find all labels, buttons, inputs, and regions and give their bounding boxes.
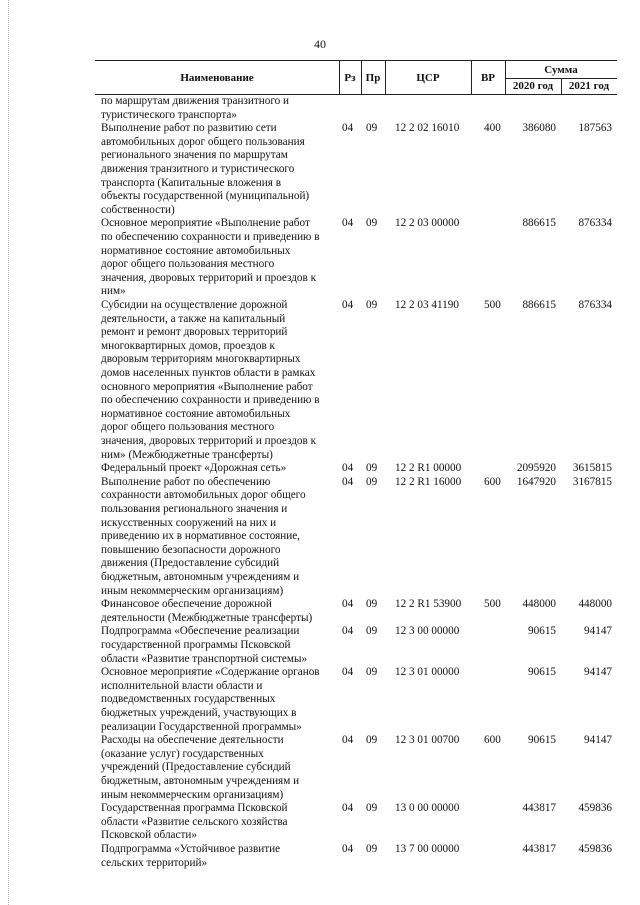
row-name-line: нормативное состояние автомобильных [101, 407, 291, 420]
row-sum-2020: 2095920 [516, 462, 556, 475]
row-sum-2021: 459836 [578, 802, 612, 815]
row-name [101, 95, 333, 122]
row-name-line: движения (Предоставление субсидий [101, 557, 280, 570]
row-name-line: значения, дворовых территорий и проездов к [101, 271, 317, 284]
row-name-line: иным некоммерческим организациям) [101, 584, 284, 597]
row-csr: 13 0 00 00000 [395, 802, 460, 815]
row-pr: 09 [366, 598, 378, 611]
row-name-line: иным некоммерческим организациям) [101, 788, 284, 801]
row-sum-2020: 448000 [522, 598, 556, 611]
row-name-line: сельских территорий» [101, 856, 208, 869]
table-row [0, 666, 640, 734]
row-sum-2021: 94147 [584, 625, 612, 638]
row-name-line: приведению их в нормативное состояние, [101, 530, 300, 543]
row-name-line: Федеральный проект «Дорожная сеть» [101, 462, 287, 475]
row-csr: 12 2 R1 53900 [395, 598, 462, 611]
row-name-line: автомобильных дорог общего пользования [101, 135, 305, 148]
table-header [95, 60, 617, 95]
row-csr: 12 2 03 00000 [395, 217, 460, 230]
row-name-line: пользования регионального значения и [101, 502, 288, 515]
row-name [101, 598, 333, 625]
row-name-line: значения, дворовых территорий и проездов к [101, 434, 317, 447]
row-name-line: (оказание услуг) государственных [101, 747, 264, 760]
table-row [0, 217, 640, 299]
row-sum-2021: 3615815 [572, 462, 612, 475]
row-name [101, 476, 333, 598]
row-name [101, 299, 333, 462]
row-sum-2020: 90615 [528, 666, 556, 679]
row-rz: 04 [342, 217, 354, 230]
row-name-line: реализации Государственной программы» [101, 720, 302, 733]
row-name [101, 843, 333, 870]
row-name-line: учреждений (Предоставление субсидий [101, 761, 291, 774]
row-vr: 600 [484, 734, 501, 747]
row-name [101, 666, 333, 734]
table-row [0, 598, 640, 625]
row-name-line: бюджетных учреждений, участвующих в [101, 706, 297, 719]
row-csr: 12 3 01 00000 [395, 666, 460, 679]
row-name-line: ремонт и ремонт дворовых территорий [101, 326, 288, 339]
row-name-line: основного мероприятия «Выполнение работ [101, 380, 313, 393]
row-pr: 09 [366, 843, 378, 855]
row-rz: 04 [342, 122, 354, 135]
row-sum-2020: 1647920 [516, 475, 556, 488]
row-name-line: многоквартирных домов, проездов к [101, 339, 275, 352]
row-name-line: Подпрограмма «Обеспечение реализации [101, 625, 300, 638]
row-name-line: области «Развитие сельского хозяйства [101, 815, 288, 828]
row-name-line: повышению безопасности дорожного [101, 543, 281, 556]
row-name-line: домов населенных пунктов области в рамках [101, 366, 316, 379]
row-name-line: государственной программы Псковской [101, 638, 291, 651]
row-pr: 09 [366, 625, 378, 638]
row-name-line: по обеспечению сохранности и приведению в [101, 394, 320, 407]
row-rz: 04 [342, 475, 354, 488]
row-name-line: Основное мероприятие «Содержание органов [101, 666, 320, 679]
row-rz: 04 [342, 666, 354, 679]
row-name-line: движения транзитного и туристического [101, 162, 295, 175]
row-name-line: области «Развитие транспортной системы» [101, 652, 308, 665]
row-sum-2021: 448000 [578, 598, 612, 611]
table-row [0, 802, 640, 843]
header-pr: Пр [365, 71, 381, 84]
table-row [0, 462, 640, 476]
header-sum: Сумма [544, 63, 578, 76]
row-pr: 09 [366, 734, 378, 747]
row-name-line: Финансовое обеспечение дорожной [101, 598, 272, 611]
row-sum-2021: 94147 [584, 734, 612, 747]
row-pr: 09 [366, 462, 378, 475]
row-name [101, 217, 333, 299]
table-row [0, 122, 640, 217]
header-vr: ВР [480, 71, 496, 84]
row-sum-2020: 90615 [528, 625, 556, 638]
row-vr: 500 [484, 299, 501, 311]
row-sum-2020: 886615 [522, 217, 556, 230]
row-name-line: деятельности, а также на капитальный [101, 312, 286, 325]
row-csr: 12 2 02 16010 [395, 122, 460, 135]
row-sum-2021: 187563 [578, 122, 612, 135]
row-name [101, 122, 333, 217]
row-rz: 04 [342, 299, 354, 311]
table-row [0, 95, 640, 122]
row-name-line: нормативное состояние автомобильных [101, 244, 291, 257]
row-sum-2021: 876334 [578, 217, 612, 230]
header-csr: ЦСР [416, 71, 440, 84]
row-pr: 09 [366, 217, 378, 230]
row-sum-2020: 386080 [522, 122, 556, 135]
row-name-line: транспорта (Капитальные вложения в [101, 176, 282, 189]
row-pr: 09 [366, 299, 378, 311]
row-name-line: сохранности автомобильных дорог общего [101, 489, 306, 502]
row-rz: 04 [342, 598, 354, 611]
header-name: Наименование [180, 71, 254, 84]
table-row [0, 625, 640, 666]
row-name-line: Основное мероприятие «Выполнение работ [101, 217, 310, 230]
row-csr: 12 3 00 00000 [395, 625, 460, 638]
row-name-line: регионального значения по маршрутам [101, 149, 288, 162]
row-sum-2020: 90615 [528, 734, 556, 747]
row-name-line: Подпрограмма «Устойчивое развитие [101, 843, 281, 855]
page-number: 40 [314, 37, 326, 51]
row-name-line: дворовым территориям многоквартирных [101, 353, 301, 366]
row-name [101, 802, 333, 843]
row-rz: 04 [342, 734, 354, 747]
table-row [0, 843, 640, 870]
row-name-line: Субсидии на осуществление дорожной [101, 299, 288, 311]
row-vr: 400 [484, 122, 501, 135]
row-name-line: Государственная программа Псковской [101, 802, 288, 815]
row-name [101, 734, 333, 802]
row-name-line: объекты государственной (муниципальной) [101, 190, 310, 203]
row-pr: 09 [366, 802, 378, 815]
row-name-line: подведомственных государственных [101, 693, 276, 706]
row-csr: 13 7 00 00000 [395, 843, 460, 855]
header-year-2021: 2021 год [568, 80, 610, 92]
row-sum-2020: 443817 [522, 843, 556, 855]
header-year-2020: 2020 год [512, 80, 554, 92]
row-csr: 12 3 01 00700 [395, 734, 460, 747]
table-row [0, 476, 640, 598]
row-name-line: туристического транспорта» [101, 108, 237, 121]
row-name-line: искусственных сооружений на них и [101, 516, 277, 529]
row-name-line: Выполнение работ по развитию сети [101, 122, 277, 135]
row-csr: 12 2 R1 00000 [395, 462, 462, 475]
row-pr: 09 [366, 122, 378, 135]
row-name-line: собственности) [101, 203, 175, 216]
row-name-line: бюджетным, автономным учреждениям и [101, 774, 300, 787]
row-name [101, 625, 333, 666]
row-sum-2020: 886615 [522, 299, 556, 311]
row-name [101, 462, 333, 476]
header-rz: Рз [344, 71, 356, 84]
row-name-line: ним» (Межбюджетные трансферты) [101, 448, 273, 461]
row-name-line: ним» [101, 285, 126, 298]
row-name-line: Псковской области» [101, 829, 197, 842]
table-row [0, 299, 640, 462]
row-rz: 04 [342, 843, 354, 855]
row-rz: 04 [342, 802, 354, 815]
row-rz: 04 [342, 462, 354, 475]
row-pr: 09 [366, 666, 378, 679]
row-name-line: бюджетным, автономным учреждениям и [101, 570, 300, 583]
row-sum-2021: 876334 [578, 299, 612, 311]
row-name-line: по обеспечению сохранности и приведению в [101, 230, 320, 243]
row-name-line: исполнительной власти области и [101, 679, 263, 692]
row-pr: 09 [366, 475, 378, 488]
row-name-line: деятельности (Межбюджетные трансферты) [101, 611, 313, 624]
table-row [0, 734, 640, 802]
row-name-line: дорог общего пользования местного [101, 421, 275, 434]
row-sum-2021: 94147 [584, 666, 612, 679]
row-vr: 600 [484, 475, 501, 488]
row-name-line: Расходы на обеспечение деятельности [101, 734, 284, 747]
row-csr: 12 2 03 41190 [395, 299, 459, 311]
row-sum-2021: 459836 [578, 843, 612, 855]
row-csr: 12 2 R1 16000 [395, 475, 462, 488]
row-vr: 500 [484, 598, 501, 611]
row-name-line: по маршрутам движения транзитного и [101, 95, 290, 107]
row-rz: 04 [342, 625, 354, 638]
row-name-line: Выполнение работ по обеспечению [101, 475, 271, 488]
row-sum-2020: 443817 [522, 802, 556, 815]
row-name-line: дорог общего пользования местного [101, 258, 275, 271]
row-sum-2021: 3167815 [572, 475, 612, 488]
